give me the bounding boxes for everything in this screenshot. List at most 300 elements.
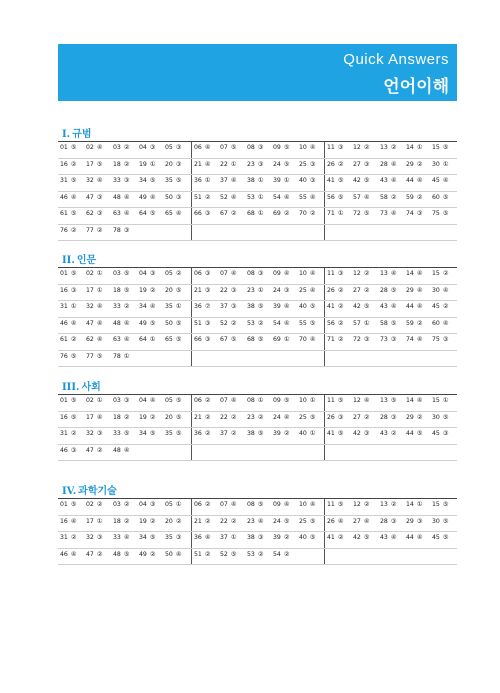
answer-choice: ② [230,319,237,327]
answer-row [58,428,457,445]
answer-item [139,518,155,525]
question-number: 49 [139,193,147,201]
question-number: 14 [406,270,414,277]
answer-choice: ⑤ [442,534,449,541]
question-number: 34 [139,303,147,310]
question-number: 07 [220,397,228,404]
answer-choice: ③ [149,144,156,151]
question-number: 23 [247,286,255,294]
answer-choice: ② [337,286,344,294]
question-number: 70 [299,210,307,217]
question-number: 13 [380,270,388,277]
question-number: 12 [353,144,361,151]
answer-item [86,320,102,327]
page-header [58,44,457,101]
answer-item [327,303,343,310]
answer-item [353,501,369,508]
answer-item [380,194,396,201]
question-number: 22 [220,517,228,525]
question-number: 23 [247,413,255,421]
answer-block [324,549,458,565]
answer-choice: ① [283,336,290,343]
answer-block [58,192,191,208]
question-number: 04 [139,397,147,404]
question-number: 03 [113,144,121,151]
answer-choice: ④ [283,270,290,277]
answer-choice: ④ [96,413,103,421]
question-number: 44 [406,177,414,184]
answer-item [139,397,155,404]
question-number: 21 [194,517,202,525]
question-number: 64 [139,210,147,217]
answer-item [194,430,210,437]
answer-item [273,551,289,558]
answer-choice: ② [390,430,397,437]
answer-item [165,414,181,421]
section-numeral: II. [62,255,75,266]
answer-item [432,501,448,508]
answer-choice: ② [123,517,130,525]
question-number: 54 [273,550,281,558]
answer-choice: ② [390,501,397,508]
answer-grid [58,394,457,461]
answer-item [353,270,369,277]
question-number: 43 [380,177,388,184]
header-title-english: Quick Answers [343,51,449,68]
answer-item [194,177,210,184]
answer-item [194,270,210,277]
answer-choice: ④ [309,501,316,508]
question-number: 29 [406,413,414,421]
question-number: 42 [353,177,361,184]
answer-choice: ① [309,430,316,437]
answer-item [139,303,155,310]
question-number: 56 [327,193,335,201]
answer-item [327,194,343,201]
answer-block [191,192,325,208]
answer-block [58,285,191,301]
question-number: 60 [432,319,440,327]
question-number: 02 [86,270,94,277]
question-number: 45 [432,430,440,437]
answer-choice: ① [283,177,290,184]
answer-choice: ② [442,303,449,310]
answer-item [60,518,76,525]
question-number: 58 [380,319,388,327]
question-number: 04 [139,144,147,151]
answer-choice: ③ [175,160,182,168]
answer-choice: ④ [416,303,423,310]
answer-item [113,430,129,437]
answer-block [191,351,325,367]
answer-choice: ③ [149,501,156,508]
answer-item [247,144,263,151]
answer-item [380,501,396,508]
answer-choice: ③ [230,303,237,310]
answer-block [324,208,458,224]
answer-choice: ⑤ [337,193,344,201]
question-number: 29 [406,517,414,525]
question-number: 72 [353,210,361,217]
question-number: 54 [273,319,281,327]
answer-item [432,430,448,437]
answer-block [191,268,325,284]
answer-choice: ③ [96,193,103,201]
answer-item [194,320,210,327]
answer-choice: ② [257,550,264,558]
answer-choice: ④ [390,303,397,310]
question-number: 15 [432,144,440,151]
answer-block [58,351,191,367]
answer-choice: ② [363,144,370,151]
answer-choice: ② [363,413,370,421]
answer-item [353,320,369,327]
question-number: 37 [220,534,228,541]
question-number: 61 [60,210,68,217]
answer-choice: ⑤ [70,177,77,184]
answer-choice: ③ [283,286,290,294]
answer-block [324,318,458,334]
answer-item [194,194,210,201]
question-number: 07 [220,501,228,508]
answer-item [432,303,448,310]
question-number: 18 [113,286,121,294]
answer-block [58,532,191,548]
question-number: 62 [86,336,94,343]
answer-choice: ④ [309,270,316,277]
answer-choice: ⑤ [309,413,316,421]
answer-item [432,270,448,277]
question-number: 39 [273,534,281,541]
answer-block [58,499,191,515]
answer-item [165,210,181,217]
answer-item [406,287,422,294]
question-number: 68 [247,336,255,343]
answer-choice: ⑤ [363,534,370,541]
answer-item [113,336,129,343]
question-number: 16 [60,413,68,421]
section-label: 인문 [76,255,97,266]
answer-choice: ⑤ [283,144,290,151]
answer-item [299,518,315,525]
answer-block [324,301,458,317]
answer-block [58,412,191,428]
answer-row [58,159,457,176]
answer-block [324,285,458,301]
answer-item [113,210,129,217]
answer-item [194,397,210,404]
answer-row [58,208,457,225]
answer-row [58,532,457,549]
answer-choice: ⑤ [283,160,290,168]
section-numeral: III. [62,382,80,393]
answer-row [58,225,457,242]
answer-item [327,161,343,168]
question-number: 13 [380,501,388,508]
question-number: 75 [432,336,440,343]
answer-row [58,499,457,516]
answer-item [406,177,422,184]
answer-choice: ① [257,286,264,294]
answer-choice: ① [309,397,316,404]
answer-row [58,549,457,566]
question-number: 40 [299,534,307,541]
answer-choice: ② [70,160,77,168]
answer-choice: ③ [257,270,264,277]
question-number: 75 [432,210,440,217]
answer-item [113,501,129,508]
answer-item [113,227,129,234]
answer-item [247,270,263,277]
answer-item [432,414,448,421]
answer-item [406,144,422,151]
answer-block [324,532,458,548]
answer-choice: ③ [337,270,344,277]
question-number: 35 [165,177,173,184]
answer-item [406,270,422,277]
answer-item [220,303,236,310]
answer-item [273,144,289,151]
question-number: 16 [60,286,68,294]
answer-item [165,144,181,151]
question-number: 17 [86,160,94,168]
question-number: 34 [139,534,147,541]
answer-block [324,395,458,411]
question-number: 03 [113,397,121,404]
answer-choice: ④ [70,193,77,201]
answer-choice: ⑤ [337,397,344,404]
answer-choice: ④ [257,517,264,525]
answer-choice: ③ [416,210,423,217]
answer-block [58,208,191,224]
answer-item [165,397,181,404]
answer-block [191,175,325,191]
question-number: 73 [380,210,388,217]
question-number: 30 [432,286,440,294]
answer-item [86,447,102,454]
question-number: 48 [113,550,121,558]
question-number: 18 [113,160,121,168]
answer-item [60,430,76,437]
question-number: 27 [353,517,361,525]
answer-choice: ⑤ [390,397,397,404]
answer-grid [58,498,457,565]
answer-choice: ⑤ [337,430,344,437]
answer-choice: ⑤ [337,177,344,184]
answer-choice: ⑤ [175,397,182,404]
answer-item [86,177,102,184]
answer-item [273,534,289,541]
question-number: 23 [247,160,255,168]
answer-choice: ⑤ [442,517,449,525]
answer-block [191,412,325,428]
answer-item [220,336,236,343]
answer-choice: ① [257,193,264,201]
question-number: 69 [273,210,281,217]
question-number: 50 [165,319,173,327]
question-number: 18 [113,517,121,525]
answer-block [58,142,191,158]
answer-item [113,287,129,294]
question-number: 42 [353,534,361,541]
answer-block [191,516,325,532]
answer-choice: ⑤ [123,550,130,558]
answer-block [191,225,325,241]
answer-item [247,177,263,184]
answer-row [58,412,457,429]
answer-item [380,336,396,343]
answer-choice: ② [230,430,237,437]
answer-block [58,268,191,284]
answer-item [353,210,369,217]
answer-choice: ④ [442,319,449,327]
answer-item [60,144,76,151]
answer-item [165,177,181,184]
answer-choice: ③ [149,270,156,277]
answer-item [194,551,210,558]
answer-choice: ② [390,144,397,151]
answer-item [380,414,396,421]
answer-choice: ② [175,517,182,525]
answer-choice: ⑤ [309,517,316,525]
answer-block [58,549,191,565]
answer-choice: ① [175,501,182,508]
question-number: 69 [273,336,281,343]
answer-item [299,210,315,217]
answer-item [60,287,76,294]
answer-choice: ⑤ [416,430,423,437]
question-number: 07 [220,144,228,151]
question-number: 17 [86,413,94,421]
question-number: 36 [194,534,202,541]
question-number: 01 [60,501,68,508]
answer-block [324,159,458,175]
answer-choice: ② [230,517,237,525]
answer-choice: ③ [96,210,103,217]
answer-choice: ④ [230,501,237,508]
answer-item [60,397,76,404]
answer-item [60,210,76,217]
answer-choice: ④ [230,193,237,201]
answer-choice: ④ [390,270,397,277]
answer-item [60,501,76,508]
answer-choice: ② [96,501,103,508]
answer-choice: ④ [123,534,130,541]
answer-choice: ④ [363,517,370,525]
answer-choice: ⑤ [149,210,156,217]
answer-item [247,303,263,310]
question-number: 46 [60,193,68,201]
answer-item [353,144,369,151]
question-number: 24 [273,160,281,168]
answer-choice: ③ [363,336,370,343]
answer-choice: ⑤ [149,319,156,327]
answer-choice: ④ [96,336,103,343]
answer-item [194,414,210,421]
answer-item [86,551,102,558]
question-number: 66 [194,210,202,217]
answer-item [273,270,289,277]
answer-choice: ⑤ [70,210,77,217]
answer-choice: ⑤ [257,430,264,437]
answer-choice: ② [204,193,211,201]
answer-choice: ② [149,286,156,294]
answer-item [139,320,155,327]
answer-choice: ③ [204,286,211,294]
answer-block [191,318,325,334]
answer-choice: ⑤ [442,413,449,421]
answer-item [86,227,102,234]
answer-choice: ⑤ [442,501,449,508]
question-number: 63 [113,210,121,217]
question-number: 64 [139,336,147,343]
answer-choice: ① [257,177,264,184]
question-number: 45 [432,303,440,310]
section-title [62,251,96,266]
answer-choice: ② [70,534,77,541]
question-number: 22 [220,286,228,294]
question-number: 31 [60,534,68,541]
section-title [62,482,117,497]
answer-choice: ④ [309,193,316,201]
answer-choice: ① [416,144,423,151]
question-number: 11 [327,501,335,508]
question-number: 76 [60,352,68,360]
answer-item [380,161,396,168]
answer-item [406,518,422,525]
answer-item [194,287,210,294]
answer-block [324,428,458,444]
question-number: 07 [220,270,228,277]
answer-item [406,194,422,201]
answer-item [220,397,236,404]
answer-item [247,210,263,217]
answer-choice: ② [230,413,237,421]
answer-block [58,428,191,444]
answer-item [139,287,155,294]
answer-choice: ② [96,446,103,454]
question-number: 20 [165,517,173,525]
answer-choice: ④ [390,534,397,541]
answer-choice: ⑤ [257,303,264,310]
answer-item [406,320,422,327]
question-number: 34 [139,177,147,184]
question-number: 63 [113,336,121,343]
answer-choice: ⑤ [442,210,449,217]
answer-item [273,161,289,168]
question-number: 35 [165,430,173,437]
question-number: 46 [60,319,68,327]
question-number: 41 [327,534,335,541]
answer-choice: ④ [70,550,77,558]
answer-choice: ② [123,144,130,151]
answer-item [113,518,129,525]
answer-choice: ⑤ [70,501,77,508]
answer-choice: ⑤ [123,286,130,294]
question-number: 52 [220,550,228,558]
answer-item [299,414,315,421]
answer-choice: ① [123,352,130,360]
answer-item [194,534,210,541]
question-number: 16 [60,160,68,168]
answer-choice: ③ [175,534,182,541]
answer-block [191,142,325,158]
answer-choice: ⑤ [309,534,316,541]
answer-choice: ② [70,226,77,234]
question-number: 39 [273,303,281,310]
answer-item [432,320,448,327]
answer-item [60,353,76,360]
